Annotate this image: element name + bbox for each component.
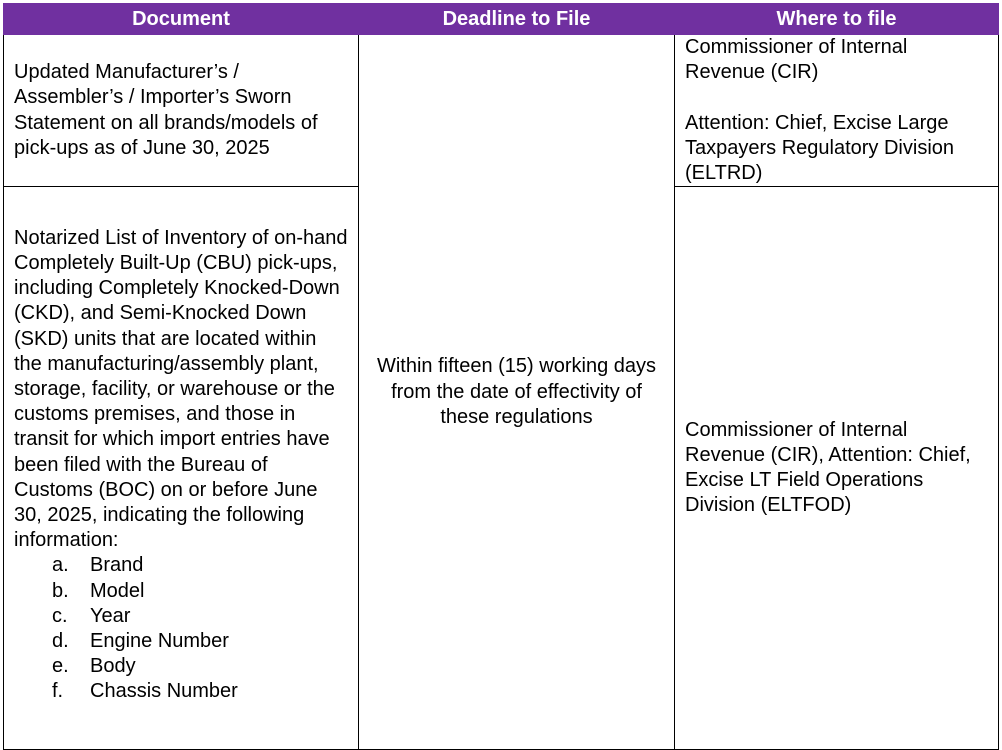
- document-text: Updated Manufacturer’s / Assembler’s / Importer’s Sworn Statement on all brands/models of pick-ups as of June 30, 2025: [14, 61, 318, 159]
- list-item-text: Year: [90, 604, 131, 627]
- list-marker: c.: [52, 604, 68, 627]
- document-cell-inventory-list: [4, 187, 359, 750]
- table-row: [4, 35, 999, 187]
- where-line-attention: Attention: Chief, Excise Large Taxpayers Regulatory Division (ELTRD): [685, 111, 955, 184]
- paragraph-spacer: [685, 85, 988, 110]
- list-marker: f.: [52, 680, 64, 703]
- list-marker: e.: [52, 655, 69, 678]
- list-item-text: Body: [90, 655, 136, 678]
- where-line-commissioner: Commissioner of Internal Revenue (CIR): [685, 36, 908, 84]
- list-item: [14, 579, 348, 604]
- where-cell-eltrd: [675, 35, 999, 187]
- list-item-text: Chassis Number: [90, 680, 238, 703]
- list-item: [14, 654, 348, 679]
- header-where-to-file: Where to file: [675, 4, 999, 35]
- list-item: [14, 679, 348, 704]
- list-item-text: Engine Number: [90, 630, 229, 653]
- list-item: [14, 604, 348, 629]
- document-text: Notarized List of Inventory of on-hand Completely Built-Up (CBU) pick-ups, including Completely Knocked-Down (CKD), and Semi-Knocked Down (SKD) units that are located within the manufacturing/assembly plant, storage, facility, or warehouse or the customs premises, and those in transit for which import entries have been filed with the Bureau of Customs (BOC) on or before June 30, 2025, indicating the following information:: [14, 226, 348, 552]
- deadline-text: Within fifteen (15) working days from the date of effectivity of these regulations: [376, 355, 656, 428]
- list-marker: d.: [52, 630, 69, 653]
- list-item: [14, 553, 348, 578]
- list-marker: a.: [52, 554, 69, 577]
- table-header: [4, 4, 999, 35]
- header-deadline: Deadline to File: [359, 4, 675, 35]
- filing-requirements-table: [3, 3, 999, 750]
- list-item-text: Brand: [90, 554, 144, 577]
- information-list: [14, 553, 348, 704]
- where-text: Commissioner of Internal Revenue (CIR), Attention: Chief, Excise LT Field Operations Division (ELTFOD): [685, 418, 971, 517]
- list-item: [14, 629, 348, 654]
- header-row: [4, 4, 999, 35]
- list-marker: b.: [52, 579, 69, 602]
- list-item-text: Model: [90, 579, 145, 602]
- header-document: Document: [4, 4, 359, 35]
- document-cell-sworn-statement: [4, 35, 359, 187]
- where-cell-eltfod: [675, 187, 999, 750]
- deadline-cell: [359, 35, 675, 750]
